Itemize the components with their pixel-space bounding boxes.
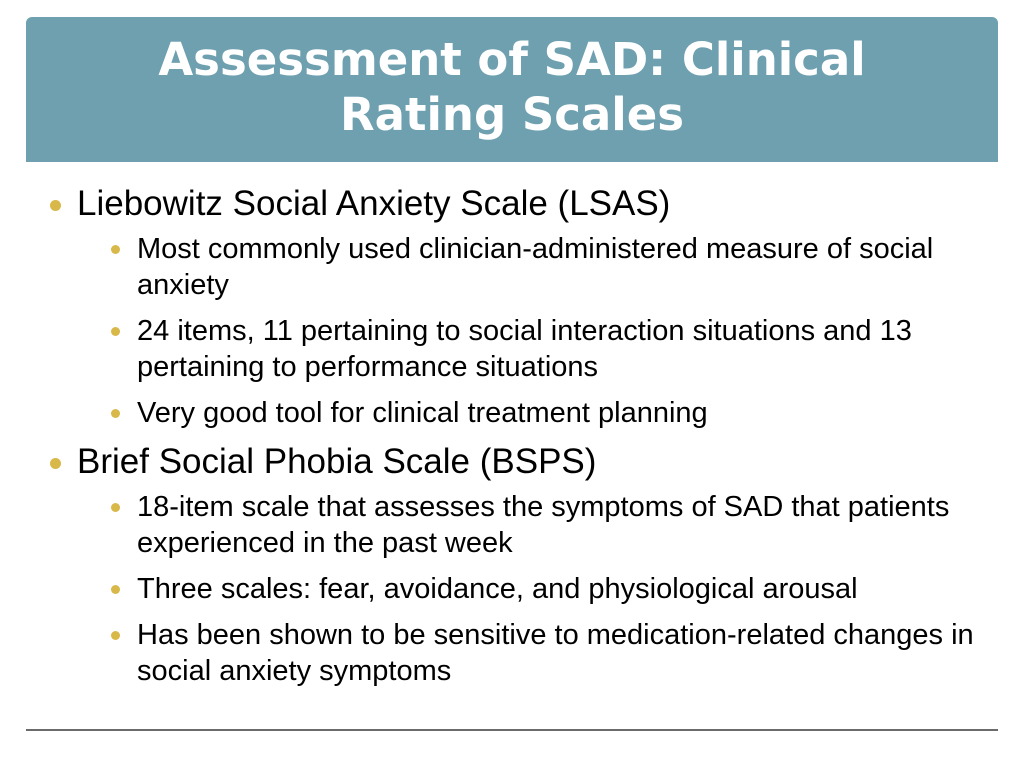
title-banner: [26, 17, 998, 162]
list-item: [107, 313, 987, 385]
slide-title: Assessment of SAD: Clinical Rating Scales: [158, 32, 866, 141]
bullet-dot-icon: [50, 458, 61, 469]
bullet-dot-icon: [111, 631, 120, 640]
list-item: [107, 489, 987, 561]
list-item-lsas: [47, 183, 987, 431]
section-heading: Brief Social Phobia Scale (BSPS): [77, 442, 597, 481]
list-item-text: 24 items, 11 pertaining to social interaction situations and 13 pertaining to performance situations: [137, 315, 912, 383]
list-item-text: Very good tool for clinical treatment planning: [137, 397, 708, 429]
footer-divider: [26, 729, 998, 731]
list-item: [107, 231, 987, 303]
list-item-bsps: [47, 441, 987, 689]
slide-body: [47, 183, 987, 699]
list-item-text: 18-item scale that assesses the symptoms of SAD that patients experienced in the past week: [137, 491, 950, 559]
bullet-dot-icon: [111, 585, 120, 594]
list-item: [107, 571, 987, 607]
list-item: [107, 395, 987, 431]
bullet-dot-icon: [111, 245, 120, 254]
list-item-text: Most commonly used clinician-administered measure of social anxiety: [137, 233, 934, 301]
bullet-dot-icon: [111, 503, 120, 512]
list-item: [107, 617, 987, 689]
section-heading: Liebowitz Social Anxiety Scale (LSAS): [77, 184, 671, 223]
sub-bullet-list: [77, 489, 987, 689]
list-item-text: Three scales: fear, avoidance, and physiological arousal: [137, 573, 858, 605]
bullet-dot-icon: [111, 409, 120, 418]
bullet-dot-icon: [111, 327, 120, 336]
bullet-list: [47, 183, 987, 689]
list-item-text: Has been shown to be sensitive to medication-related changes in social anxiety symptoms: [137, 619, 974, 687]
bullet-dot-icon: [50, 200, 61, 211]
sub-bullet-list: [77, 231, 987, 431]
